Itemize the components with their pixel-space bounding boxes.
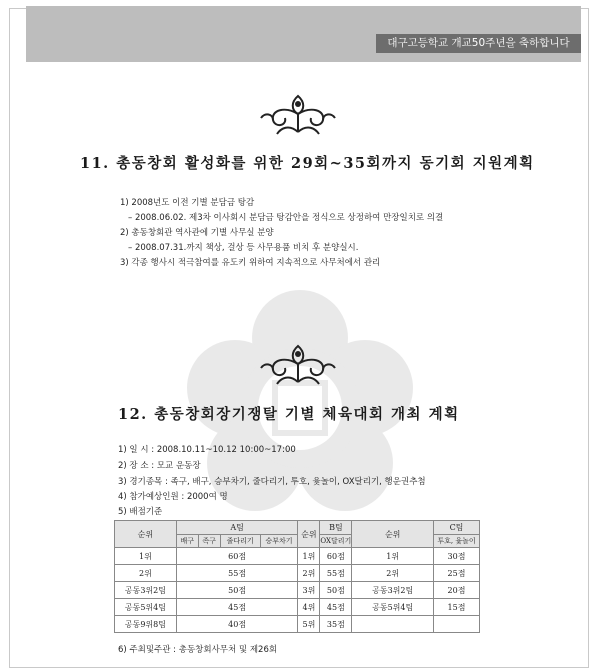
- ornament-icon: [255, 342, 341, 388]
- cell-a-score: 45점: [176, 599, 298, 616]
- header-sub: 족구: [198, 535, 220, 548]
- cell-a-rank: 공동5위4팀: [115, 599, 177, 616]
- cell-b-score: 55점: [320, 565, 352, 582]
- cell-a-score: 40점: [176, 616, 298, 633]
- cell-b-rank: 3위: [298, 582, 320, 599]
- cell-b-score: 35점: [320, 616, 352, 633]
- section-11-item: – 2008.07.31.까지 책상, 걸상 등 사무용품 비치 후 분양실시.: [128, 243, 359, 253]
- top-banner: [26, 6, 581, 62]
- cell-c-rank: 공동5위4팀: [352, 599, 434, 616]
- section-12-title: 12. 총동창회장기쟁탈 기별 체육대회 개최 계획: [118, 406, 460, 423]
- score-table: [114, 520, 480, 633]
- section-11-item: 2) 총동창회관 역사관에 기별 사무실 분양: [120, 228, 274, 238]
- cell-a-score: 55점: [176, 565, 298, 582]
- cell-c-rank: 2위: [352, 565, 434, 582]
- cell-c-rank: [352, 616, 434, 633]
- cell-c-score: 15점: [433, 599, 479, 616]
- table-row: [115, 548, 480, 565]
- section-12-item: 2) 장 소 : 모교 운동장: [118, 461, 201, 471]
- table-row: [115, 565, 480, 582]
- cell-c-score: 20점: [433, 582, 479, 599]
- cell-a-score: 60점: [176, 548, 298, 565]
- cell-c-score: 25점: [433, 565, 479, 582]
- header-team-b: B팀: [320, 521, 352, 535]
- header-sub: 줄다리기: [220, 535, 260, 548]
- section-11-title: 11. 총동창회 활성화를 위한 29회~35회까지 동기회 지원계획: [80, 155, 535, 172]
- cell-c-score: 30점: [433, 548, 479, 565]
- table-row: [115, 599, 480, 616]
- cell-b-score: 50점: [320, 582, 352, 599]
- banner-text: 대구고등학교 개교50주년을 축하합니다: [376, 34, 581, 53]
- cell-a-rank: 2위: [115, 565, 177, 582]
- header-team-c: C팀: [433, 521, 479, 535]
- cell-c-rank: 공동3위2팀: [352, 582, 434, 599]
- ornament-icon: [255, 92, 341, 138]
- section-12-item: 1) 일 시 : 2008.10.11~10.12 10:00~17:00: [118, 445, 296, 455]
- section-11-item: 1) 2008년도 이전 기별 분담금 탕감: [120, 198, 255, 208]
- cell-a-rank: 공동9위8팀: [115, 616, 177, 633]
- header-rank: 순위: [352, 521, 434, 548]
- section-12-footer-item: 6) 주최및주관 : 총동창회사무처 및 제26회: [118, 645, 278, 655]
- header-sub: 투호, 윷놀이: [433, 535, 479, 548]
- table-row: [115, 582, 480, 599]
- header-team-a: A팀: [176, 521, 298, 535]
- cell-b-rank: 1위: [298, 548, 320, 565]
- cell-a-rank: 공동3위2팀: [115, 582, 177, 599]
- cell-c-rank: 1위: [352, 548, 434, 565]
- table-header-row: [115, 521, 480, 535]
- cell-b-rank: 2위: [298, 565, 320, 582]
- table-row: [115, 616, 480, 633]
- header-rank: 순위: [115, 521, 177, 548]
- cell-b-rank: 5위: [298, 616, 320, 633]
- section-12-item: 3) 경기종목 : 족구, 배구, 승부차기, 줄다리기, 투호, 윷놀이, OX달리기, 행운권추첨: [118, 477, 426, 487]
- cell-a-score: 50점: [176, 582, 298, 599]
- section-12-item: 4) 참가예상인원 : 2000여 명: [118, 492, 228, 502]
- header-sub: 승부차기: [260, 535, 298, 548]
- section-11-item: – 2008.06.02. 제3차 이사회시 분담금 탕감안을 정식으로 상정하여 만장일치로 의결: [128, 213, 444, 223]
- header-sub: 배구: [176, 535, 198, 548]
- section-11-item: 3) 각종 행사시 적극참여를 유도키 위하여 지속적으로 사무처에서 관리: [120, 258, 381, 268]
- cell-c-score: [433, 616, 479, 633]
- header-rank: 순위: [298, 521, 320, 548]
- cell-b-rank: 4위: [298, 599, 320, 616]
- header-sub: OX달리기: [320, 535, 352, 548]
- cell-b-score: 60점: [320, 548, 352, 565]
- cell-b-score: 45점: [320, 599, 352, 616]
- section-12-item: 5) 배점기준: [118, 507, 163, 517]
- cell-a-rank: 1위: [115, 548, 177, 565]
